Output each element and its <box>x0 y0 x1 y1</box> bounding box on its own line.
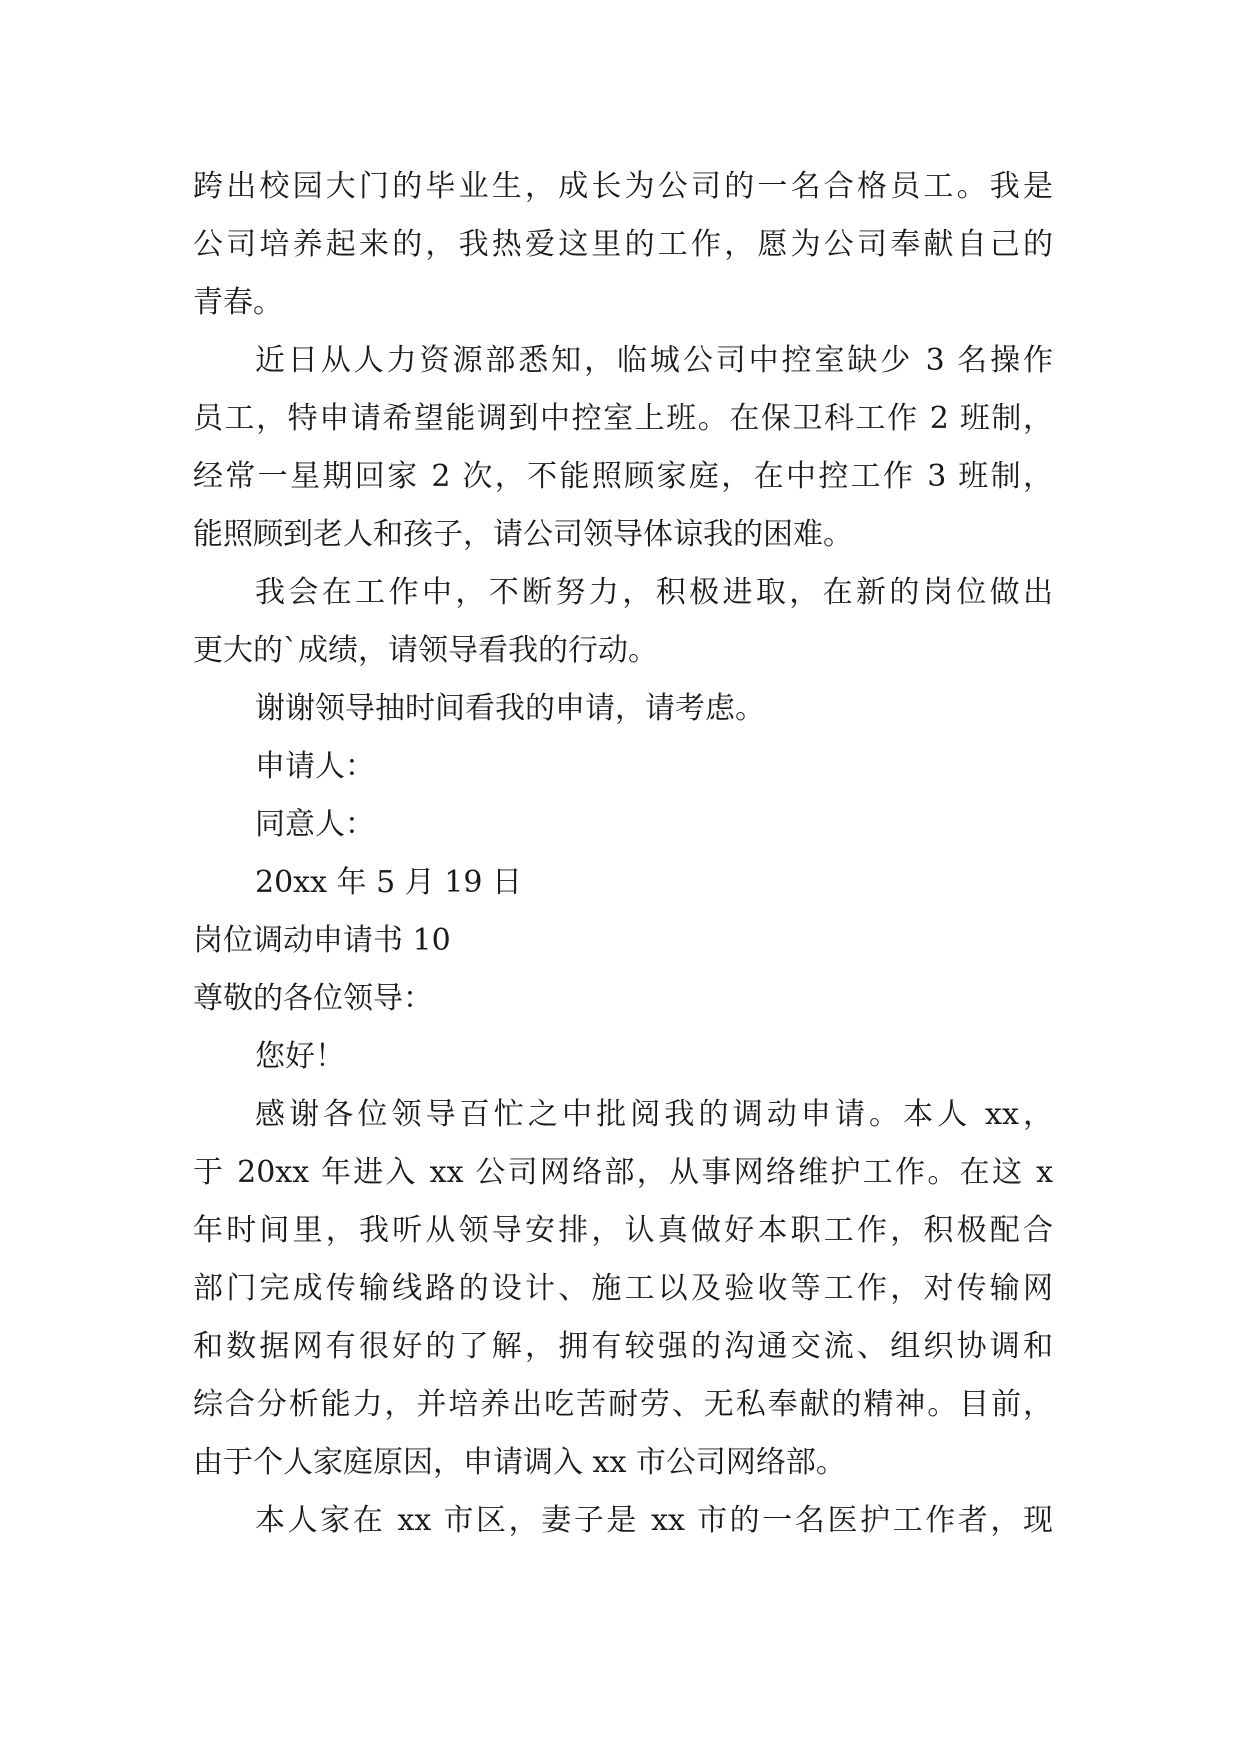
greeting: 您好！ <box>255 1039 345 1074</box>
paragraph-line: 经常一星期回家 2 次，不能照顾家庭，在中控工作 3 班制， <box>193 459 1053 494</box>
applicant-label: 申请人： <box>255 749 375 784</box>
approver-label: 同意人： <box>255 807 375 842</box>
paragraph-line: 年时间里，我听从领导安排，认真做好本职工作，积极配合 <box>193 1213 1053 1248</box>
paragraph-line: 由于个人家庭原因，申请调入 xx 市公司网络部。 <box>193 1445 846 1480</box>
paragraph-line: 本人家在 xx 市区，妻子是 xx 市的一名医护工作者，现 <box>255 1503 1053 1538</box>
date-line: 20xx 年 5 月 19 日 <box>255 865 522 900</box>
paragraph-line: 感谢各位领导百忙之中批阅我的调动申请。本人 xx， <box>255 1097 1053 1132</box>
paragraph-line: 近日从人力资源部悉知，临城公司中控室缺少 3 名操作 <box>255 343 1053 378</box>
paragraph-line: 能照顾到老人和孩子，请公司领导体谅我的困难。 <box>193 517 853 552</box>
paragraph-line: 员工，特申请希望能调到中控室上班。在保卫科工作 2 班制， <box>193 401 1053 436</box>
paragraph-line: 公司培养起来的，我热爱这里的工作，愿为公司奉献自己的 <box>193 227 1053 262</box>
salutation: 尊敬的各位领导： <box>193 981 433 1016</box>
paragraph-line: 于 20xx 年进入 xx 公司网络部，从事网络维护工作。在这 x <box>193 1155 1053 1190</box>
paragraph-line: 青春。 <box>193 285 283 320</box>
paragraph-line: 谢谢领导抽时间看我的申请，请考虑。 <box>255 691 765 726</box>
section-title: 岗位调动申请书 10 <box>193 923 451 958</box>
paragraph-line: 跨出校园大门的毕业生，成长为公司的一名合格员工。我是 <box>193 169 1053 204</box>
paragraph-line: 和数据网有很好的了解，拥有较强的沟通交流、组织协调和 <box>193 1329 1053 1364</box>
paragraph-line: 更大的`成绩，请领导看我的行动。 <box>193 633 658 668</box>
paragraph-line: 综合分析能力，并培养出吃苦耐劳、无私奉献的精神。目前， <box>193 1387 1053 1422</box>
paragraph-line: 部门完成传输线路的设计、施工以及验收等工作，对传输网 <box>193 1271 1053 1306</box>
paragraph-line: 我会在工作中，不断努力，积极进取，在新的岗位做出 <box>255 575 1053 610</box>
